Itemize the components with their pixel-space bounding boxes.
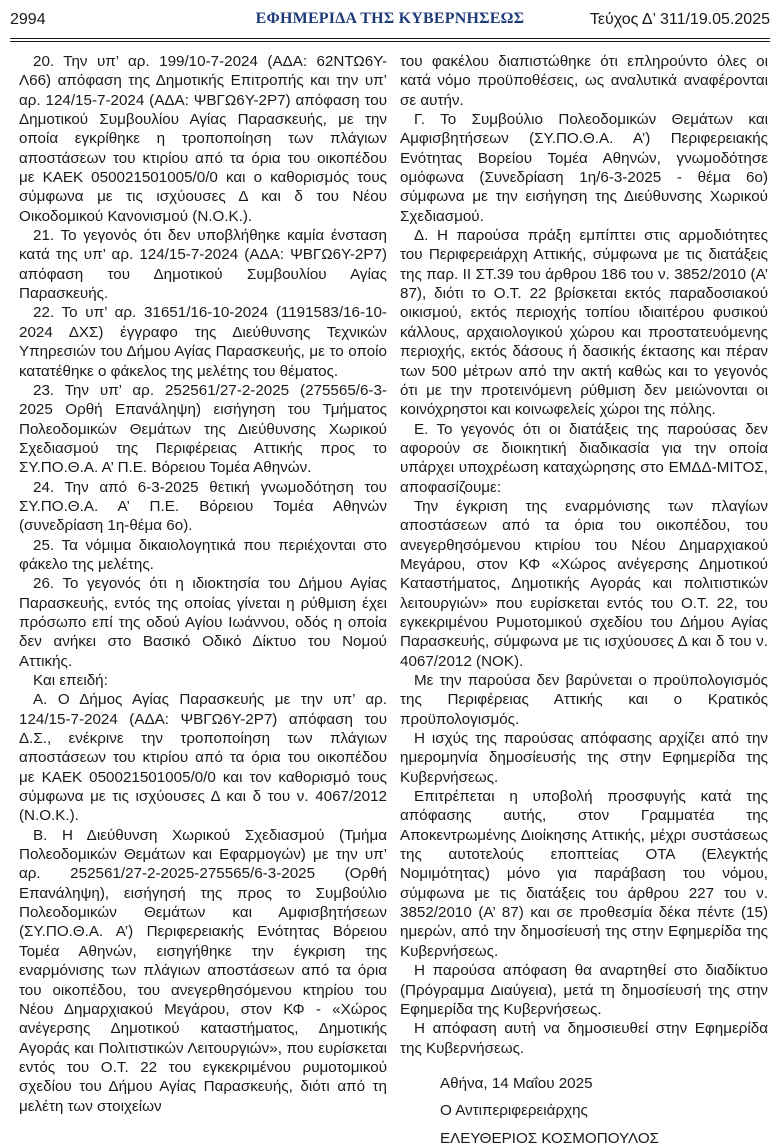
whereas-heading: Και επειδή: xyxy=(33,672,108,689)
decision-publication: Η απόφαση αυτή να δημοσιευθεί στην Εφημερίδα της Κυβερνήσεως. xyxy=(400,1020,768,1057)
decision-diavgeia: Η παρούσα απόφαση θα αναρτηθεί στο διαδίκτυο (Πρόγραμμα Διαύγεια), μετά τη δημοσίευσή της στην Εφημερίδα της Κυβερνήσεως. xyxy=(400,962,768,1018)
issue-label: Τεύχος Δ’ 311/19.05.2025 xyxy=(589,11,770,28)
decision-appeal: Επιτρέπεται η υποβολή προσφυγής κατά της απόφασης αυτής, στον Γραμματέα της Αποκεντρωμένης Διοίκησης Αττικής, μέχρι συστάσεως της αυτοτελούς εποπτείας ΟΤΑ (Ελεγκτής Νομιμότητας) μόνο για παράβαση του νόμου, σύμφωνα με τις διατάξεις του άρθρου 227 του ν. 3852/2010 (Α’ 87) και σε προθεσμία δέκα πέντε (15) ημερών, από την δημοσίευσή της στην Εφημερίδα της Κυβερνήσεως. xyxy=(400,788,768,960)
paragraph-26: 26. Το γεγονός ότι η ιδιοκτησία του Δήμου Αγίας Παρασκευής, εντός της οποίας γίνεται η ρύθμιση έχει πρόσωπο επί της οδού Αγίου Ιωάννου, οδός η οποία δεν ανήκει στο Βασικό Οδικό Δίκτυο του Νομού Αττικής. xyxy=(19,575,387,670)
signature-name: ΕΛΕΥΘΕΡΙΟΣ ΚΟΣΜΟΠΟΥΛΟΣ xyxy=(440,1129,660,1147)
paragraph-21: 21. Το γεγονός ότι δεν υποβλήθηκε καμία ένσταση κατά της υπ’ αρ. 124/15-7-2024 (ΑΔΑ: ΨΒΓΩ6Υ-2Ρ7) απόφαση του Δημοτικού Συμβουλίου Αγίας Παρασκευής. xyxy=(19,227,387,303)
paragraph-a: Α. Ο Δήμος Αγίας Παρασκευής με την υπ’ αρ. 124/15-7-2024 (ΑΔΑ: ΨΒΓΩ6Υ-2Ρ7) απόφαση του Δ.Σ., ενέκρινε την τροποποίηση των πλάγιων αποστάσεων του κτιρίου από τα όρια του οικοπέδου με ΚΑΕΚ 050021501005/0/0 και τον καθορισμό τους σύμφωνα με τις ισχύουσες Δ και δ του ν. 4067/2012 (Ν.Ο.Κ.). xyxy=(19,691,387,825)
paragraph-d: Δ. Η παρούσα πράξη εμπίπτει στις αρμοδιότητες του Περιφερειάρχη Αττικής, σύμφωνα με τις διατάξεις της παρ. ΙΙ ΣΤ.39 του άρθρου 186 του ν. 3852/2010 (Α’ 87), διότι το Ο.Τ. 22 βρίσκεται εκτός παραδοσιακού οικισμού, εκτός περιοχής τοπίου ιδιαιτέρου φυσικού κάλλους, αρχαιολογικού χώρου και προστατευόμενης περιοχής, εκτός δάσους ή δασικής έκτασης και πέραν των 500 μέτρων από την ακτή καθώς και το γεγονός ότι με την προτεινόμενη ρύθμιση δεν μειώνονται οι κοινόχρηστοι και κοινωφελείς χώροι της πόλης. xyxy=(400,227,768,419)
paragraph-20: 20. Την υπ’ αρ. 199/10-7-2024 (ΑΔΑ: 62ΝΤΩ6Υ-Λ66) απόφαση της Δημοτικής Επιτροπής και την υπ’ αρ. 124/15-7-2024 (ΑΔΑ: ΨΒΓΩ6Υ-2Ρ7) απόφαση του Δημοτικού Συμβουλίου Αγίας Παρασκευής, με την οποία εγκρίθηκε η τροποποίηση των πλάγιων αποστάσεων του κτιρίου από τα όρια του οικοπέδου με ΚΑΕΚ 050021501005/0/0 και ο καθορισμός τους σύμφωνα με τις ισχύουσες Δ και δ του Νέου Οικοδομικού Κανονισμού (Ν.Ο.Κ.). xyxy=(19,53,387,225)
header-rule-bottom xyxy=(10,41,770,42)
paragraph-22: 22. Το υπ’ αρ. 31651/16-10-2024 (1191583/16-10-2024 ΔΧΣ) έγγραφο της Διεύθυνσης Τεχνικών Υπηρεσιών του Δήμου Αγίας Παρασκευής, με το οποίο κατατέθηκε ο φάκελος της μελέτης του θέματος. xyxy=(19,304,387,380)
decision-validity: Η ισχύς της παρούσας απόφασης αρχίζει από την ημερομηνία δημοσίευσής της στην Εφημερίδα της Κυβερνήσεως. xyxy=(400,730,768,786)
paragraph-24: 24. Την από 6-3-2025 θετική γνωμοδότηση του ΣΥ.ΠΟ.Θ.Α. Α’ Π.Ε. Βόρειου Τομέα Αθηνών (συνεδρίαση 1η-θέμα 6ο). xyxy=(19,478,387,535)
paragraph-23: 23. Την υπ’ αρ. 252561/27-2-2025 (275565/6-3-2025 Ορθή Επανάληψη) εισήγηση του Τμήματος Πολεοδομικών Θεμάτων της Διεύθυνσης Χωρικού Σχεδιασμού της Περιφέρειας Αττικής προς το ΣΥ.ΠΟ.Θ.Α. Α’ Π.Ε. Βόρειου Τομέα Αθηνών. xyxy=(19,381,387,477)
signature-place-date: Αθήνα, 14 Μαΐου 2025 xyxy=(440,1074,593,1092)
paragraph-b: Β. Η Διεύθυνση Χωρικού Σχεδιασμού (Τμήμα Πολεοδομικών Θεμάτων και Εφαρμογών) με την υπ’ αρ. 252561/27-2-2025-275565/6-3-2025 (Ορθή Επανάληψη), εισήγησή της προς το Συμβούλιο Πολεοδομικών Θεμάτων και Αμφισβητήσεων (ΣΥ.ΠΟ.Θ.Α. Α’) Περιφερειακής Ενότητας Βόρειου Τομέα Αθηνών, εισηγήθηκε την έγκριση της εναρμόνισης των πλάγιων αποστάσεων από τα όρια του οικοπέδου, του ανεγερθησόμενου κτηρίου του Νέου Δημαρχιακού Μεγάρου, στον ΚΦ - «Χώρος ανέγερσης Δημοτικού καταστήματος, Δημοτικής Αγοράς και Πολιτιστικών Λειτουργιών», που ευρίσκεται εντός του Ο.Τ. 22 του εγκεκριμένου ρυμοτομικού σχεδίου του Δήμου Αγίας Παρασκευής, διότι από τη μελέτη των στοιχείων xyxy=(19,826,387,1115)
paragraph-c: Γ. Το Συμβούλιο Πολεοδομικών Θεμάτων και Αμφισβητήσεων (ΣΥ.ΠΟ.Θ.Α. Α’) Περιφερειακής Ενότητας Βορείου Τομέα Αθηνών, γνωμοδότησε ομόφωνα (Συνεδρίαση 1η/6-3-2025 - θέμα 6ο) σύμφωνα με την εισήγηση της Διεύθυνσης Χωρικού Σχεδιασμού. xyxy=(400,111,768,225)
paragraph-b-continued: του φακέλου διαπιστώθηκε ότι επληρούντο όλες οι κατά νόμο προϋποθέσεις, ως αναλυτικά αναφέρονται σε αυτήν. xyxy=(400,53,768,109)
signature-role: Ο Αντιπεριφερειάρχης xyxy=(440,1102,588,1120)
page-header xyxy=(10,10,770,36)
right-column xyxy=(400,52,768,1148)
left-column xyxy=(19,52,387,1116)
header-rule-top xyxy=(10,38,770,39)
page-number: 2994 xyxy=(10,11,46,28)
decision-approval: Την έγκριση της εναρμόνισης των πλαγίων αποστάσεων από τα όρια του οικοπέδου, του ανεγερθησόμενου κτιρίου του Νέου Δημαρχιακού Μεγάρου, στον ΚΦ «Χώρος ανέγερσης Δημοτικού Καταστήματος, Δημοτικής Αγοράς και πολιτιστικών λειτουργιών» που ευρίσκεται εντός του Ο.Τ. 22, του εγκεκριμένου Ρυμοτομικού σχεδίου του Δήμου Αγίας Παρασκευής, σύμφωνα με τις ισχύουσες Δ και δ του ν. 4067/2012 (ΝΟΚ). xyxy=(400,497,768,670)
decision-budget: Με την παρούσα δεν βαρύνεται ο προϋπολογισμός της Περιφέρειας Αττικής και ο Κρατικός προϋπολογισμός. xyxy=(400,672,768,728)
paragraph-e: Ε. Το γεγονός ότι οι διατάξεις της παρούσας δεν αφορούν σε διοικητική διαδικασία για την οποία υπάρχει υποχρέωση καταχώρησης στο ΕΜΔΔ-ΜΙΤΟΣ, αποφασίζουμε: xyxy=(400,420,768,496)
gazette-title: ΕΦΗΜΕΡΙΔΑ ΤΗΣ ΚΥΒΕΡΝΗΣΕΩΣ xyxy=(255,10,525,27)
paragraph-25: 25. Τα νόμιμα δικαιολογητικά που περιέχονται στο φάκελο της μελέτης. xyxy=(19,536,387,573)
